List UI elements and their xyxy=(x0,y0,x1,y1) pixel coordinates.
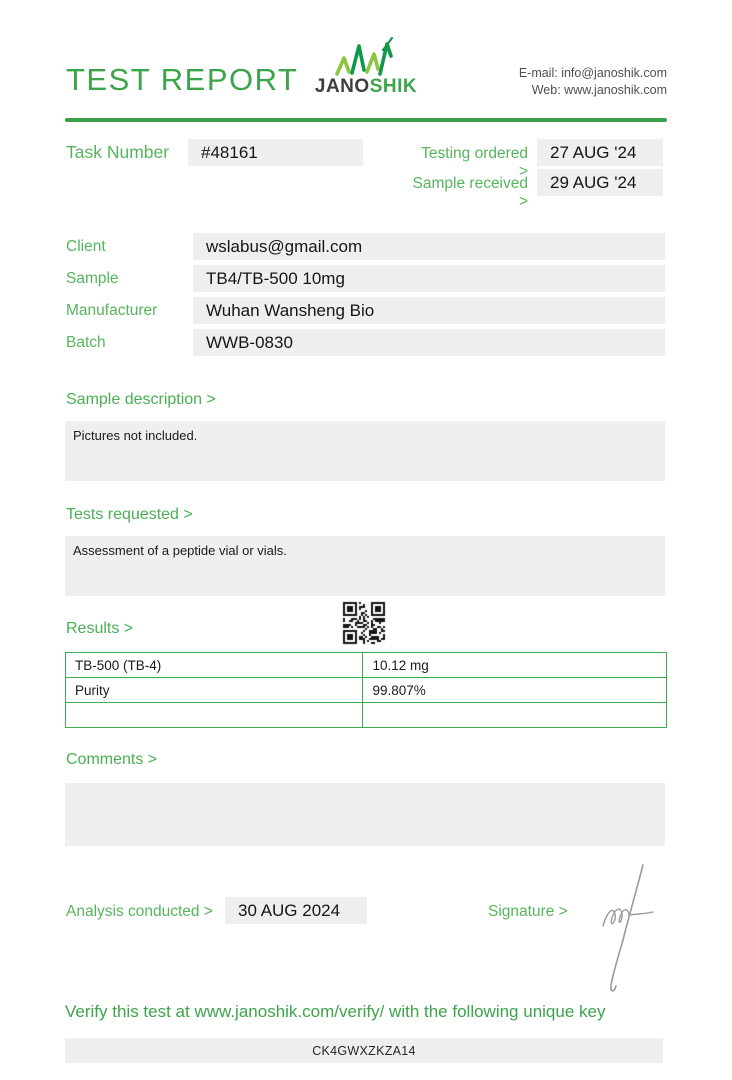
header-divider xyxy=(65,118,667,122)
email-value: info@janoshik.com xyxy=(561,66,667,80)
comments-box xyxy=(65,783,665,846)
web-value: www.janoshik.com xyxy=(564,83,667,97)
result-purity-label: Purity xyxy=(66,678,363,703)
results-table xyxy=(65,652,667,728)
manufacturer-value: Wuhan Wansheng Bio xyxy=(193,297,665,324)
contact-web-line xyxy=(519,82,667,99)
qr-code xyxy=(341,600,387,646)
client-value: wslabus@gmail.com xyxy=(193,233,665,260)
manufacturer-label: Manufacturer xyxy=(66,302,158,319)
testing-ordered-value: 27 AUG '24 xyxy=(537,139,663,166)
sample-value: TB4/TB-500 10mg xyxy=(193,265,665,292)
table-row xyxy=(66,678,667,703)
analysis-conducted-value: 30 AUG 2024 xyxy=(225,897,367,924)
email-label: E-mail: xyxy=(518,66,558,80)
result-purity-value: 99.807% xyxy=(363,678,667,703)
verify-instruction: Verify this test at www.janoshik.com/verify/ with the following unique key xyxy=(65,1002,606,1021)
task-number-value: #48161 xyxy=(188,139,363,166)
tests-requested-box: Assessment of a peptide vial or vials. xyxy=(65,536,665,596)
page-title: TEST REPORT xyxy=(66,62,299,97)
logo-word-green: SHIK xyxy=(369,76,418,97)
analysis-conducted-label: Analysis conducted > xyxy=(66,903,213,920)
logo-word-dark: JANO xyxy=(314,76,370,97)
sample-received-label: Sample received > xyxy=(412,175,528,210)
task-number-label: Task Number xyxy=(66,142,170,162)
result-analyte: TB-500 (TB-4) xyxy=(66,653,363,678)
signature-scribble xyxy=(595,858,670,995)
testing-ordered-label: Testing ordered > xyxy=(421,145,528,180)
logo-chart-icon xyxy=(333,36,393,78)
sample-description-box: Pictures not included. xyxy=(65,421,665,481)
result-amount: 10.12 mg xyxy=(363,653,667,678)
sample-received-value: 29 AUG '24 xyxy=(537,169,663,196)
result-empty-cell xyxy=(66,703,363,728)
batch-value: WWB-0830 xyxy=(193,329,665,356)
comments-heading: Comments > xyxy=(66,751,158,768)
sample-label: Sample xyxy=(66,270,119,287)
client-label: Client xyxy=(66,238,106,255)
tests-requested-heading: Tests requested > xyxy=(66,506,193,523)
sample-description-heading: Sample description > xyxy=(66,391,216,408)
batch-label: Batch xyxy=(66,334,106,351)
contact-block xyxy=(519,65,667,99)
result-empty-cell xyxy=(363,703,667,728)
verify-key: CK4GWXZKZA14 xyxy=(65,1038,663,1063)
table-row xyxy=(66,703,667,728)
signature-label: Signature > xyxy=(488,903,568,920)
table-row xyxy=(66,653,667,678)
results-heading: Results > xyxy=(66,620,134,637)
web-label: Web: xyxy=(531,83,561,97)
contact-email-line xyxy=(519,65,667,82)
janoshik-logo xyxy=(313,76,419,98)
